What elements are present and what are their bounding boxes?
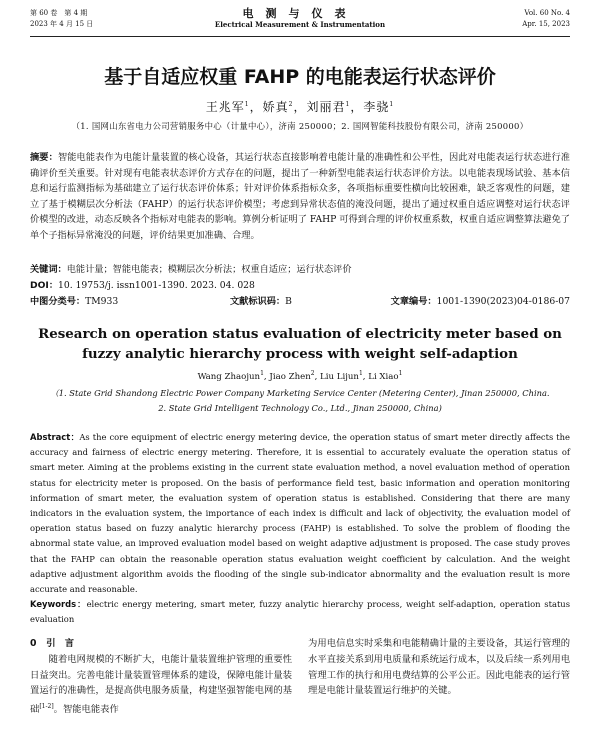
affiliation-en-line2: 2. State Grid Intelligent Technology Co., Ltd., Jinan 250000, China) <box>158 403 442 413</box>
keywords-cn-text: 电能计量；智能电能表；模糊层次分析法；权重自适应；运行状态评价 <box>66 264 352 275</box>
affiliation-en <box>30 386 570 416</box>
authors-cn: 王兆军$^1$，娇真$^2$，刘丽君$^1$，李骁$^1$ <box>205 100 395 114</box>
body-left-column <box>30 636 292 718</box>
author-2: 娇真 <box>262 100 289 114</box>
title-en: Research on operation status evaluation of electricity meter based on fuzzy analytic hierarchy process with weight self-adaption <box>38 326 562 362</box>
abstract-cn-text: 智能电能表作为电能计量装置的核心设备，其运行状态直接影响着电能计量的准确性和公平性，因此对电能表运行状态进行准确评价至关重要。针对现有电能表状态评价方式存在的问题，提出了一种新型电能表运行状态评价方法。以电能表现场试验、基本信息和运行监测指标为基础建立了运行状态评价体系；针对评价体系指标众多，各项指标重要性横向比较困难，缺乏客观性的问题，建立了基于模糊层次分析法（FAHP）的运行状态评价模型；考虑到异常状态值的淹没问题，提出了通过权重自适应调整对运行状态评价模型的改进，动态反映各个指标对电能表的影响。算例分析证明了 FAHP 可得到合理的评价权重系数，权重自适应调整算法避免了单个子指标异常淹没的问题，评价结果更加准确、合理。 <box>30 152 570 241</box>
running-header <box>30 8 570 36</box>
section-heading: 0 引 言 <box>30 638 75 649</box>
journal-name-en: Electrical Measurement & Instrumentation <box>214 20 386 29</box>
keywords-cn <box>30 262 570 278</box>
intro-paragraph-left: 随着电网规模的不断扩大，电能计量装置维护管理的重要性日益突出。完善电能计量装置管理体系的建设，保障电能计量装置运行的准确性，是提高供电服务质量，构建坚强智能电网的基础[1-2]。智能电能表作 <box>30 653 292 716</box>
body-right-column: 为用电信息实时采集和电能精确计量的主要设备，其运行管理的水平直接关系到用电质量和系统运行成本，以及后续一系列用电管理工作的执行和用电费结算的公平公正。因此电能表的运行管理是电能计量装置运行维护的关键。 <box>308 638 570 697</box>
abstract-cn <box>30 150 570 244</box>
author-4: 李骁 <box>363 100 390 114</box>
affiliation-en-line1: （1. State Grid Shandong Electric Power Company Marketing Service Center (Metering Center), Jinan 250000, China. <box>50 388 550 398</box>
doi-label: DOI： <box>30 280 59 291</box>
abstract-en <box>30 430 570 628</box>
abstract-cn-label: 摘要： <box>30 152 58 163</box>
doi <box>30 278 570 294</box>
reference-marker: [1-2] <box>39 703 54 711</box>
title-cn: 基于自适应权重 FAHP 的电能表运行状态评价 <box>104 66 496 88</box>
abstract-en-label: Abstract： <box>30 432 80 442</box>
date-en: Apr. 15, 2023 <box>522 20 570 28</box>
author-1: 王兆军 <box>205 100 245 114</box>
date-cn: 2023 年 4 月 15 日 <box>30 20 94 28</box>
abstract-en-text: As the core equipment of electric energy metering device, the operation status of smart meter directly affects the accuracy and fairness of electric energy metering. Therefore, it is essential to accurately evaluate the operation status of smart meter. Aiming at the problems existing in the current state evaluation method, a novel evaluation method of operation status for electricity meter is proposed. On the basis of performance field test, basic information and operation monitoring information of smart meter, the evaluation system of operation status is established. Considering that there are many indicators in the evaluation system, the importance of each index is difficult and lack of objectivity, the evaluation model of operation status based on fuzzy analytic hierarchy process (FAHP) is established. To solve the problem of flooding the abnormal state value, an improved evaluation model based on weight adaptive adjustment is proposed. The case study proves that the FAHP can obtain the reasonable operation status evaluation weight coefficient by calculation. And the weight adaptive adjustment algorithm avoids the flooding of the single sub-indicator abnormality and the evaluation result is more accurate and reasonable. <box>30 432 571 595</box>
keywords-en-text: electric energy metering, smart meter, fuzzy analytic hierarchy process, weight self-adaption, operation status evaluation <box>30 599 570 625</box>
doi-text: 10. 19753/j. issn1001-1390. 2023. 04. 028 <box>58 280 255 291</box>
header-center <box>30 8 570 30</box>
volume-cn: 第 60 卷 第 4 期 <box>30 9 88 17</box>
volume-en: Vol. 60 No. 4 <box>524 9 570 17</box>
authors-en: Wang Zhaojun$^1$, Jiao Zhen$^2$, Liu Lijun$^1$, Li Xiao$^1$ <box>197 370 403 382</box>
article-number: 文章编号：1001-1390(2023)04-0186-07 <box>390 296 570 307</box>
author-3: 刘丽君 <box>306 100 346 114</box>
journal-name-cn: 电测与仪表 <box>242 7 358 20</box>
affiliation-cn: （1. 国网山东省电力公司营销服务中心（计量中心），济南 250000；2. 国网智能科技股份有限公司，济南 250000） <box>71 121 529 131</box>
header-rule <box>30 36 570 37</box>
document-code: 文献标识码：B <box>230 296 292 307</box>
keywords-en-label: Keywords： <box>30 599 87 610</box>
keywords-cn-label: 关键词： <box>30 264 67 275</box>
header-right <box>522 8 570 30</box>
clc-number: 中图分类号：TM933 <box>30 296 119 307</box>
